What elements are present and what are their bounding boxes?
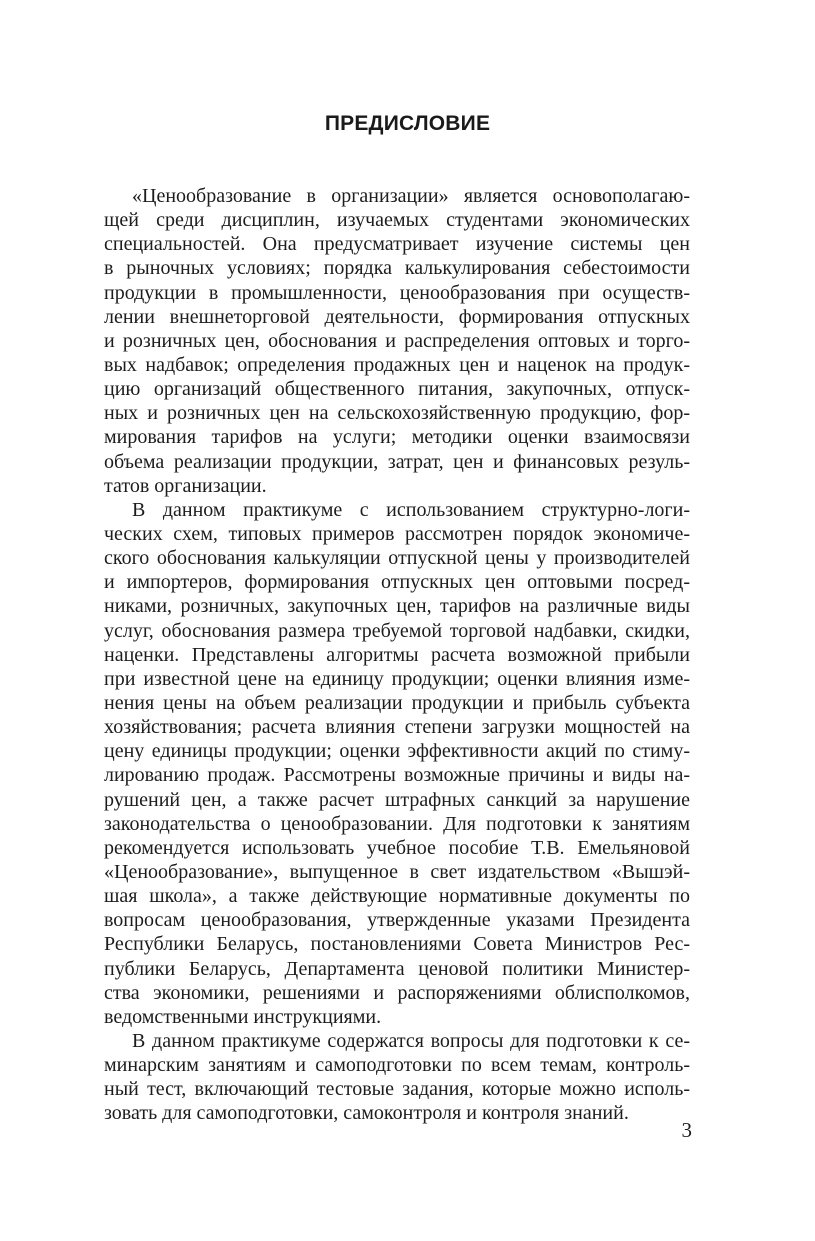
text-line: цию организаций общественного питания, закупочных, отпуск- [104,378,690,401]
text-line: ведомственными инструкциями. [104,1005,382,1028]
text-line: шая школа», а также действующие нормативные документы по [104,885,690,908]
text-line: минарским занятиям и самоподготовки по всем темам, контроль- [104,1054,690,1077]
text-line: ского обоснования калькуляции отпускной цены у производителей [104,547,690,570]
text-line: вых надбавок; определения продажных цен и наценок на продук- [104,353,690,376]
paragraph [104,184,690,498]
text-line: никами, розничных, закупочных цен, тарифов на различные виды [104,595,690,618]
text-line: лированию продаж. Рассмотрены возможные причины и виды на- [104,764,690,787]
text-line: и розничных цен, обоснования и распределения оптовых и торго- [104,329,690,352]
text-line: цену единицы продукции; оценки эффективности акций по стиму- [104,740,690,763]
text-line: мирования тарифов на услуги; методики оценки взаимосвязи [104,426,690,449]
text-line: специальностей. Она предусматривает изучение системы цен [104,233,690,256]
text-line: хозяйствования; расчета влияния степени загрузки мощностей на [104,716,690,739]
text-line: нения цены на объем реализации продукции и прибыль субъекта [104,691,690,714]
text-line: продукции в промышленности, ценообразования при осуществ- [104,281,690,304]
text-line: лении внешнеторговой деятельности, формирования отпускных [104,305,690,328]
text-line: ный тест, включающий тестовые задания, которые можно исполь- [104,1078,690,1101]
page-title: ПРЕДИСЛОВИЕ [324,112,491,135]
text-line: татов организации. [104,474,267,497]
text-line: зовать для самоподготовки, самоконтроля и контроля знаний. [104,1102,629,1125]
text-line: и импортеров, формирования отпускных цен оптовыми посред- [104,571,690,594]
text-line: при известной цене на единицу продукции; оценки влияния изме- [104,667,690,690]
text-line: В данном практикуме содержатся вопросы для подготовки к се- [132,1029,690,1052]
text-line: щей среди дисциплин, изучаемых студентами экономических [104,209,690,232]
text-line: рекомендуется использовать учебное пособие Т.В. Емельяновой [104,836,690,859]
text-line: рушений цен, а также расчет штрафных санкций за нарушение [104,788,690,811]
paragraph [104,498,690,1029]
text-line: «Ценообразование в организации» является основополагаю- [132,185,690,207]
text-line: ных и розничных цен на сельскохозяйственную продукцию, фор- [104,402,690,425]
text-line: В данном практикуме с использованием структурно-логи- [132,498,690,521]
text-line: объема реализации продукции, затрат, цен и финансовых резуль- [104,450,690,473]
text-line: вопросам ценообразования, утвержденные указами Президента [104,909,690,932]
text-line: ства экономики, решениями и распоряжениями облисполкомов, [104,981,690,1004]
text-line: публики Беларусь, Департамента ценовой политики Министер- [104,957,690,980]
text-line: законодательства о ценообразовании. Для подготовки к занятиям [104,812,690,835]
text-line: наценки. Представлены алгоритмы расчета возможной прибыли [104,643,690,666]
text-line: услуг, обоснования размера требуемой торговой надбавки, скидки, [104,619,690,642]
paragraph [104,1029,690,1126]
text-line: ческих схем, типовых примеров рассмотрен порядок экономиче- [104,522,690,545]
text-line: «Ценообразование», выпущенное в свет издательством «Вышэй- [104,860,690,883]
page-number: 3 [681,1118,692,1142]
preface-body [104,184,690,1125]
text-line: Республики Беларусь, постановлениями Совета Министров Рес- [104,933,690,956]
text-line: в рыночных условиях; порядка калькулирования себестоимости [104,257,690,280]
